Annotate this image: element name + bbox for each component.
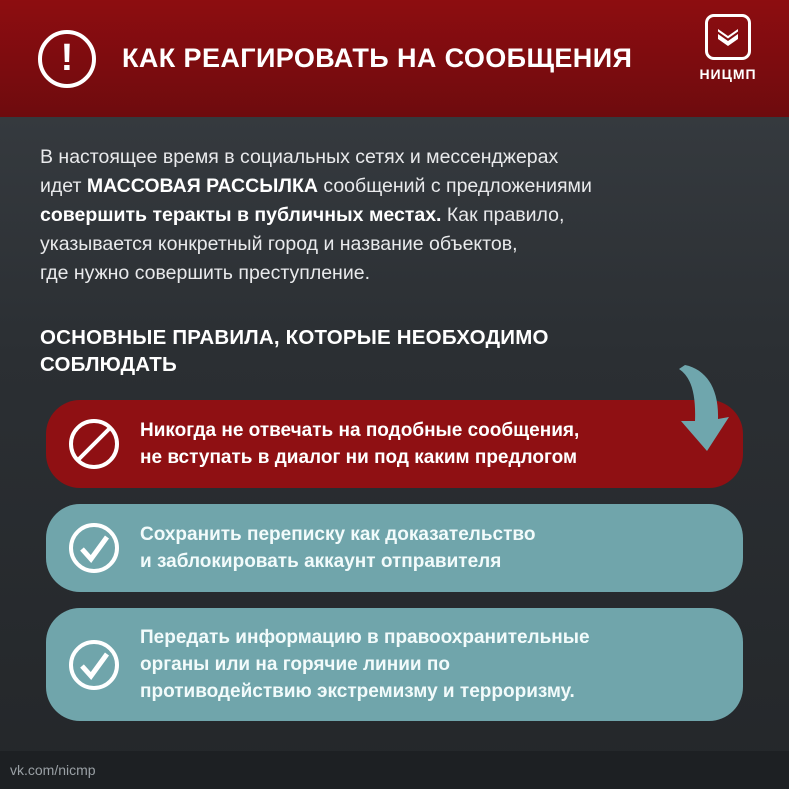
poster-header — [0, 0, 789, 117]
poster-content — [0, 117, 789, 721]
organization-logo — [689, 14, 767, 82]
logo-text: НИЦМП — [699, 66, 757, 82]
rule-card-2-text — [140, 521, 535, 575]
logo-mark-icon — [705, 14, 751, 60]
intro-emphasis-2: совершить теракты в публичных местах. — [40, 204, 442, 226]
rule-card-3-line-1: Передать информацию в правоохранительные — [140, 627, 590, 648]
prohibition-icon — [66, 416, 122, 472]
rules-card-list — [40, 400, 749, 721]
exclamation-glyph: ! — [60, 36, 74, 79]
rule-card-1-line-2: не вступать в диалог ни под каким предлогом — [140, 447, 578, 468]
rule-card-2-line-1: Сохранить переписку как доказательство — [140, 524, 536, 545]
intro-line-2-a: идет — [40, 175, 87, 197]
rule-card-3-text — [140, 624, 590, 705]
poster-footer — [0, 751, 789, 789]
intro-line-4: указывается конкретный город и название объектов, — [40, 233, 518, 255]
rules-section-title: ОСНОВНЫЕ ПРАВИЛА, КОТОРЫЕ НЕОБХОДИМО СОБЛЮДАТЬ — [40, 326, 549, 376]
rule-card-3-line-2: органы или на горячие линии по — [140, 654, 450, 675]
check-circle-icon — [66, 637, 122, 693]
intro-line-3-c: Как правило, — [441, 204, 565, 226]
intro-line-5: где нужно совершить преступление. — [40, 262, 370, 284]
intro-paragraph — [40, 143, 749, 288]
rule-card-2-line-2: и заблокировать аккаунт отправителя — [140, 551, 502, 572]
rule-card-1-text — [140, 417, 579, 471]
page-title: КАК РЕАГИРОВАТЬ НА СООБЩЕНИЯ — [122, 43, 633, 73]
rule-card-3-line-3: противодействию экстремизму и терроризму. — [140, 681, 575, 702]
intro-line-1: В настоящее время в социальных сетях и мессенджерах — [40, 146, 559, 168]
rule-card-1-line-1: Никогда не отвечать на подобные сообщения, — [140, 420, 580, 441]
intro-line-2-c: сообщений с предложениями — [317, 175, 592, 197]
intro-emphasis-1: МАССОВАЯ РАССЫЛКА — [86, 175, 318, 197]
rule-card-3 — [46, 608, 743, 721]
footer-link[interactable]: vk.com/nicmp — [10, 762, 96, 778]
rule-card-2 — [46, 504, 743, 592]
check-circle-icon — [66, 520, 122, 576]
arrow-down-icon — [671, 365, 731, 457]
exclamation-icon — [38, 30, 96, 88]
rule-card-1 — [46, 400, 743, 488]
